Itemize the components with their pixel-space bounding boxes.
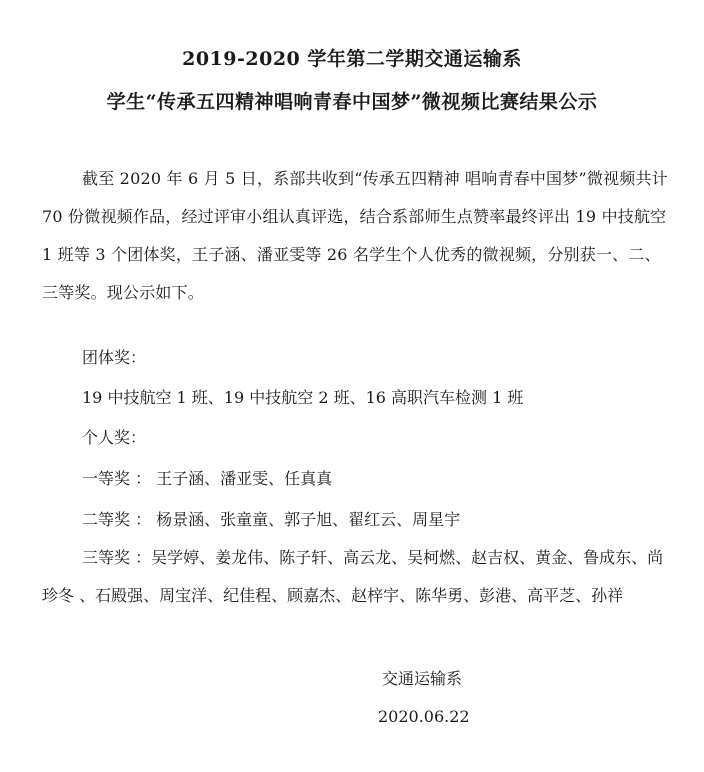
first-prize-line: 一等奖 ： 王子涵、潘亚雯、任真真 bbox=[82, 469, 333, 488]
group-award-heading: 团体奖： bbox=[82, 348, 147, 367]
third-prize-paragraph bbox=[42, 539, 672, 615]
second-prize-line: 二等奖 ： 杨景涵、张童童、郭子旭、翟红云、周星宇 bbox=[82, 510, 461, 529]
signature-date: 2020.06.22 bbox=[378, 707, 470, 726]
intro-paragraph-text: 截至 2020 年 6 月 5 日，系部共收到“传承五四精神 唱响青春中国梦”微视频共计 70 份微视频作品，经过评审小组认真评选，结合系部师生点赞率最终评出 19 中技航空 1 班等 3 个团体奖，王子涵、潘亚雯等 26 名学生个人优秀的微视频，分别获一、二、三等奖。现公示如下。 bbox=[42, 169, 668, 302]
document-title-line-2: 学生“传承五四精神唱响青春中国梦”微视频比赛结果公示 bbox=[106, 91, 598, 113]
signature-department: 交通运输系 bbox=[382, 669, 463, 688]
document-title-line-1: 2019-2020 学年第二学期交通运输系 bbox=[182, 48, 522, 70]
individual-award-heading: 个人奖： bbox=[82, 428, 147, 447]
third-prize-text: 三等奖 ：吴学婷、姜龙伟、陈子轩、高云龙、吴柯燃、赵吉权、黄金、鲁成东、尚珍冬 、石殿强、周宝洋、纪佳程、顾嘉杰、赵梓宇、陈华勇、彭港、高平芝、孙祥 bbox=[42, 548, 664, 605]
group-award-list: 19 中技航空 1 班、19 中技航空 2 班、16 高职汽车检测 1 班 bbox=[82, 388, 524, 407]
intro-paragraph bbox=[42, 160, 672, 312]
